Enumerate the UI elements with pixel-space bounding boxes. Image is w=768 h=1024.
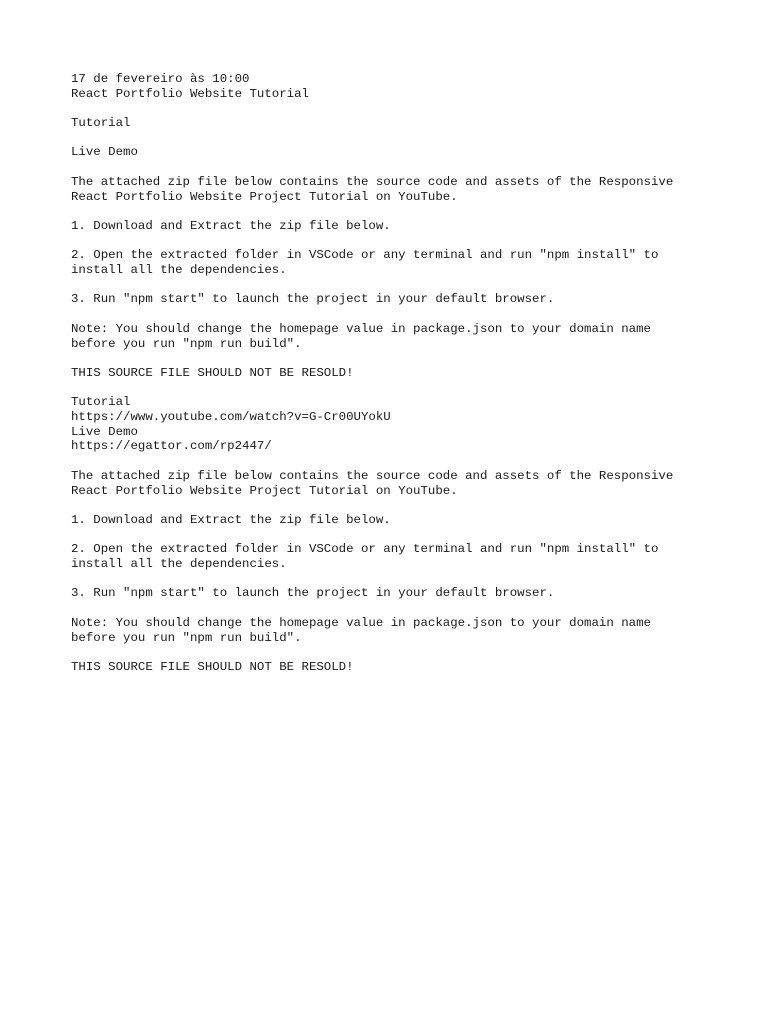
note-line: before you run "npm run build". (71, 336, 302, 351)
step-1: 1. Download and Extract the zip file below. (71, 218, 391, 233)
live-demo-url: https://egattor.com/rp2447/ (71, 439, 272, 454)
step-2-line: 2. Open the extracted folder in VSCode or any terminal and run "npm install" to (71, 248, 659, 263)
step-1: 1. Download and Extract the zip file below. (71, 512, 391, 527)
post-date: 17 de fevereiro às 10:00 (71, 72, 250, 86)
intro-paragraph-line: React Portfolio Website Project Tutorial on YouTube. (71, 189, 458, 204)
step-3: 3. Run "npm start" to launch the project in your default browser. (71, 292, 555, 307)
step-2-line: install all the dependencies. (71, 557, 287, 572)
tutorial-label-top: Tutorial (71, 116, 131, 131)
step-2-line: 2. Open the extracted folder in VSCode or any terminal and run "npm install" to (71, 542, 659, 557)
live-demo-label-top: Live Demo (71, 145, 138, 160)
intro-paragraph-line: React Portfolio Website Project Tutorial on YouTube. (71, 483, 458, 498)
intro-paragraph-line: The attached zip file below contains the source code and assets of the Responsive (71, 468, 674, 483)
resale-warning: THIS SOURCE FILE SHOULD NOT BE RESOLD! (71, 659, 354, 674)
note-line: before you run "npm run build". (71, 630, 302, 645)
intro-paragraph-line: The attached zip file below contains the source code and assets of the Responsive (71, 174, 674, 189)
page-title: React Portfolio Website Tutorial (71, 86, 309, 101)
step-2-line: install all the dependencies. (71, 263, 287, 278)
note-line: Note: You should change the homepage value in package.json to your domain name (71, 321, 651, 336)
tutorial-url: https://www.youtube.com/watch?v=G-Cr00UYokU (71, 410, 391, 425)
note-line: Note: You should change the homepage value in package.json to your domain name (71, 615, 651, 630)
document-body (71, 72, 711, 675)
step-3: 3. Run "npm start" to launch the project in your default browser. (71, 586, 555, 601)
live-demo-label: Live Demo (71, 424, 138, 439)
tutorial-label: Tutorial (71, 395, 131, 410)
resale-warning: THIS SOURCE FILE SHOULD NOT BE RESOLD! (71, 365, 354, 380)
